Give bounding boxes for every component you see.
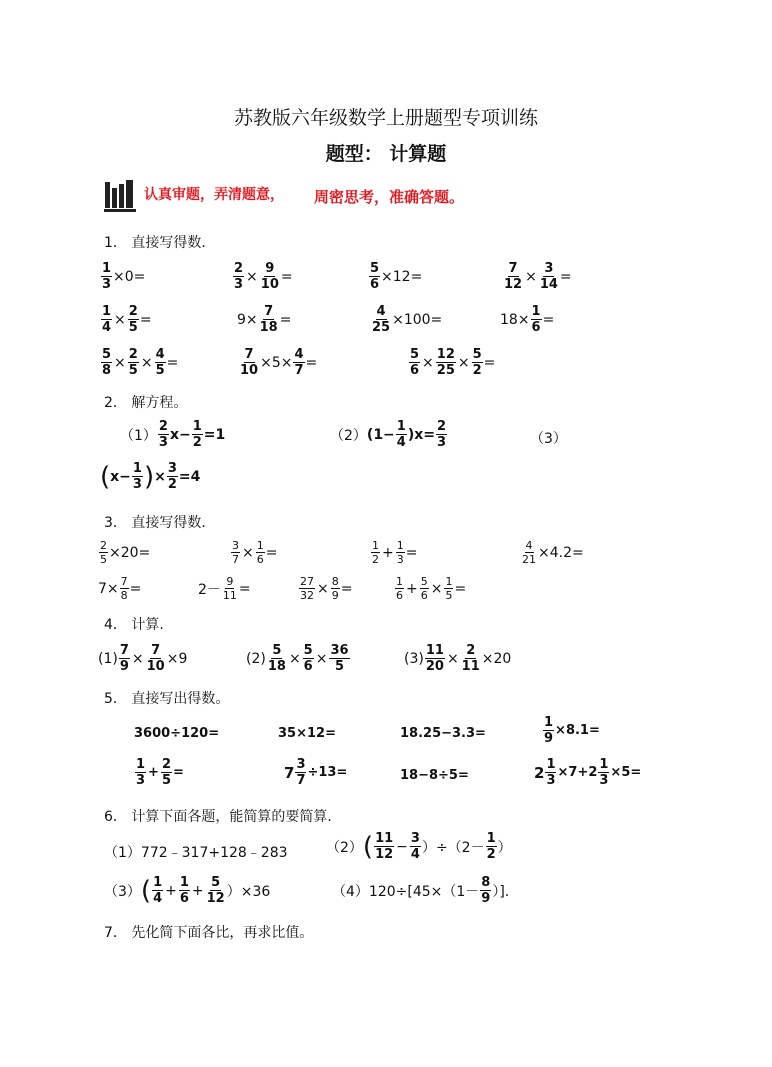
- section-6-heading: 6． 计算下面各题，能简算的要简算．: [104, 809, 342, 825]
- banner-text-2: 周密思考，准确答题。: [314, 188, 465, 206]
- worksheet-title: 苏教版六年级数学上册题型专项训练: [233, 107, 538, 129]
- s3-expr-4: $\frac{4}{21}$ ×4.2=: [522, 539, 584, 566]
- s3-expr-7: $\frac{27}{32}$ × $\frac{8}{9}$ =: [300, 575, 353, 602]
- s3-expr-1: $\frac{2}{5}$ ×20=: [100, 539, 151, 566]
- s5-expr-3: 18.25−3.3=: [400, 726, 486, 741]
- worksheet-subtitle: 题型： 计算题: [325, 143, 447, 165]
- banner-text-1: 认真审题，弄清题意，: [144, 187, 284, 203]
- s2-equation-1: （1） $\frac{2}{3}$ x− $\frac{1}{2}$ =1: [120, 419, 226, 450]
- s1-expr-3: $\frac{5}{6}$ ×12=: [370, 261, 423, 292]
- s1-expr-1: $\frac{1}{3}$ ×0=: [102, 261, 146, 292]
- s2-equation-2: （2） (1− $\frac{1}{4}$ )x= $\frac{2}{3}$: [330, 419, 447, 450]
- s5-expr-5: $\frac{1}{3}$ + $\frac{2}{5}$ =: [136, 757, 184, 788]
- s5-expr-7: 18−8÷5=: [400, 768, 469, 783]
- s3-expr-2: $\frac{3}{7}$ × $\frac{1}{6}$ =: [232, 539, 278, 566]
- section-4-heading: 4． 计算.: [104, 617, 164, 633]
- s3-expr-3: $\frac{1}{2}$ + $\frac{1}{3}$ =: [372, 539, 418, 566]
- s1-expr-10: $\frac{7}{10}$ ×5× $\frac{4}{7}$ =: [240, 347, 318, 378]
- s5-expr-6: 7 $\frac{3}{7}$ ÷13=: [284, 757, 348, 788]
- books-icon: [104, 180, 136, 212]
- section-7-heading: 7． 先化简下面各比，再求比值。: [104, 925, 314, 941]
- s1-expr-9: $\frac{5}{8}$ × $\frac{2}{5}$ × $\frac{4}{5}$ =: [102, 347, 179, 378]
- s1-expr-4: $\frac{7}{12}$ × $\frac{3}{14}$ =: [504, 261, 572, 292]
- s1-expr-2: $\frac{2}{3}$ × $\frac{9}{10}$ =: [234, 261, 293, 292]
- s4-problem-1: (1) $\frac{7}{9}$ × $\frac{7}{10}$ ×9: [98, 643, 188, 674]
- section-3-heading: 3． 直接写得数．: [104, 515, 216, 531]
- s4-problem-2: (2) $\frac{5}{18}$ × $\frac{5}{6}$ × $\frac{36}{5}$: [246, 643, 349, 674]
- instruction-banner: [104, 180, 484, 212]
- s5-expr-1: 3600÷120=: [134, 726, 220, 741]
- s6-problem-3: （3） ( $\frac{1}{4}$ + $\frac{1}{6}$ + $\frac{5}{12}$ ）×36: [104, 875, 271, 906]
- s3-expr-5: 7× $\frac{7}{8}$ =: [98, 575, 142, 602]
- s6-problem-2: （2） ( $\frac{11}{12}$ − $\frac{3}{4}$ ）÷（2－ $\frac{1}{2}$ ）: [326, 831, 512, 862]
- s5-expr-2: 35×12=: [278, 726, 336, 741]
- s4-problem-3: (3) $\frac{11}{20}$ × $\frac{2}{11}$ ×20: [404, 643, 512, 674]
- s3-expr-8: $\frac{1}{6}$ + $\frac{5}{6}$ × $\frac{1}{5}$ =: [396, 575, 467, 602]
- s6-problem-1: （1）772﹣317+128﹣283: [104, 845, 288, 861]
- s3-expr-6: 2－ $\frac{9}{11}$ =: [198, 575, 251, 602]
- s5-expr-8: 2 $\frac{1}{3}$ ×7+2 $\frac{1}{3}$ ×5=: [534, 757, 642, 788]
- s6-problem-4: （4）120÷[45×（1－ $\frac{8}{9}$ ）].: [332, 875, 510, 906]
- s2-equation-3-label: （3）: [530, 431, 567, 447]
- section-5-heading: 5． 直接写出得数。: [104, 691, 230, 707]
- s2-equation-3: ( x− $\frac{1}{3}$ ) × $\frac{3}{2}$ =4: [100, 461, 201, 492]
- s1-expr-6: 9× $\frac{7}{18}$ =: [237, 304, 292, 335]
- s1-expr-7: $\frac{4}{25}$ ×100=: [372, 304, 443, 335]
- section-1-heading: 1． 直接写得数．: [104, 235, 216, 251]
- s1-expr-11: $\frac{5}{6}$ × $\frac{12}{25}$ × $\frac{5}{2}$ =: [410, 347, 496, 378]
- section-2-heading: 2． 解方程。: [104, 395, 188, 411]
- s1-expr-8: 18× $\frac{1}{6}$ =: [500, 304, 555, 335]
- s5-expr-4: $\frac{1}{9}$ ×8.1=: [544, 715, 600, 746]
- s1-expr-5: $\frac{1}{4}$ × $\frac{2}{5}$ =: [102, 304, 152, 335]
